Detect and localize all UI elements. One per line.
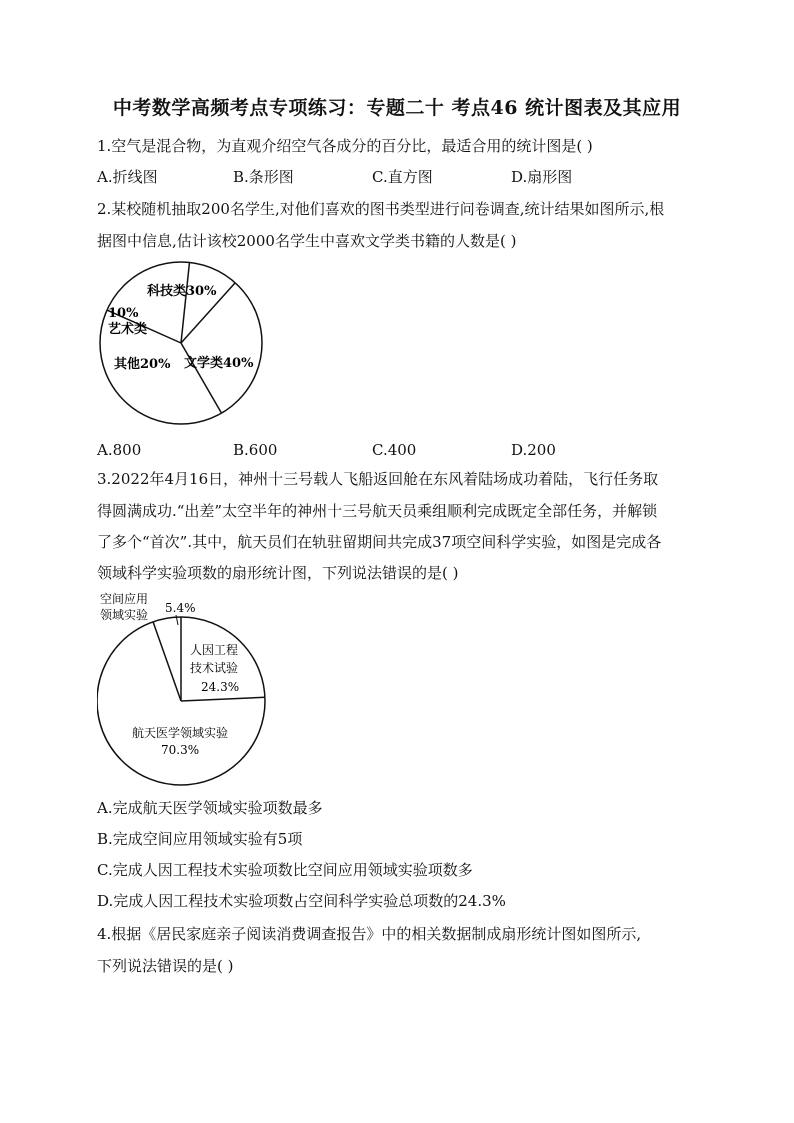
q1-option-d[interactable]: D.扇形图 <box>511 168 573 186</box>
q3-label-space-pct: 5.4% <box>165 601 196 615</box>
q4-stem-line1: 4.根据《居民家庭亲子阅读消费调查报告》中的相关数据制成扇形统计图如图所示, <box>97 925 642 943</box>
q2-label-art: 艺术类 <box>108 322 148 337</box>
q1-stem: 1.空气是混合物，为直观介绍空气各成分的百分比，最适合用的统计图是( ) <box>97 137 593 155</box>
q3-stem-line2: 得圆满成功.“出差”太空半年的神州十三号航天员乘组顺利完成既定全部任务，并解锁 <box>97 502 658 520</box>
q3-label-human-line1: 人因工程 <box>190 643 239 657</box>
q3-stem-line3: 了多个“首次”.其中，航天员们在轨驻留期间共完成37项空间科学实验，如图是完成各 <box>97 533 662 551</box>
q3-label-med-line1: 航天医学领域实验 <box>132 726 229 740</box>
q2-label-art-pct: 10% <box>108 306 139 321</box>
q1-option-c[interactable]: C.直方图 <box>372 168 433 186</box>
q2-pie-chart <box>97 256 277 426</box>
q4-stem-line2: 下列说法错误的是( ) <box>97 957 234 975</box>
q3-label-med-pct: 70.3% <box>161 743 200 757</box>
q2-option-c[interactable]: C.400 <box>372 441 417 459</box>
q2-option-b[interactable]: B.600 <box>233 441 278 459</box>
q3-option-c[interactable]: C.完成人因工程技术实验项数比空间应用领域实验项数多 <box>97 861 473 879</box>
q2-option-d[interactable]: D.200 <box>511 441 556 459</box>
q2-stem-line1: 2.某校随机抽取200名学生,对他们喜欢的图书类型进行问卷调查,统计结果如图所示,根 <box>97 200 665 218</box>
q3-stem-line4: 领域科学实验项数的扇形统计图，下列说法错误的是( ) <box>97 564 459 582</box>
q3-label-human-line2: 技术试验 <box>190 661 239 675</box>
q2-option-a[interactable]: A.800 <box>97 441 142 459</box>
q3-stem-line1: 3.2022年4月16日，神州十三号载人飞船返回舱在东风着陆场成功着陆，飞行任务取 <box>97 470 659 488</box>
q2-label-science: 科技类30% <box>147 284 217 299</box>
q2-label-other: 其他20% <box>114 357 171 372</box>
q3-option-b[interactable]: B.完成空间应用领域实验有5项 <box>97 830 303 848</box>
q1-option-a[interactable]: A.折线图 <box>97 168 158 186</box>
q2-stem-line2: 据图中信息,估计该校2000名学生中喜欢文学类书籍的人数是( ) <box>97 232 517 250</box>
q2-label-literature: 文学类40% <box>184 356 254 371</box>
q3-option-d[interactable]: D.完成人因工程技术实验项数占空间科学实验总项数的24.3% <box>97 892 506 910</box>
q1-option-b[interactable]: B.条形图 <box>233 168 294 186</box>
page-title: 中考数学高频考点专项练习：专题二十 考点46 统计图表及其应用 <box>112 97 682 119</box>
q3-option-a[interactable]: A.完成航天医学领域实验项数最多 <box>97 799 323 817</box>
q3-label-human-pct: 24.3% <box>201 680 240 694</box>
q3-pie-chart <box>97 590 277 790</box>
q3-label-space-line2: 领域实验 <box>100 608 149 622</box>
q3-label-space-line1: 空间应用 <box>100 592 149 606</box>
